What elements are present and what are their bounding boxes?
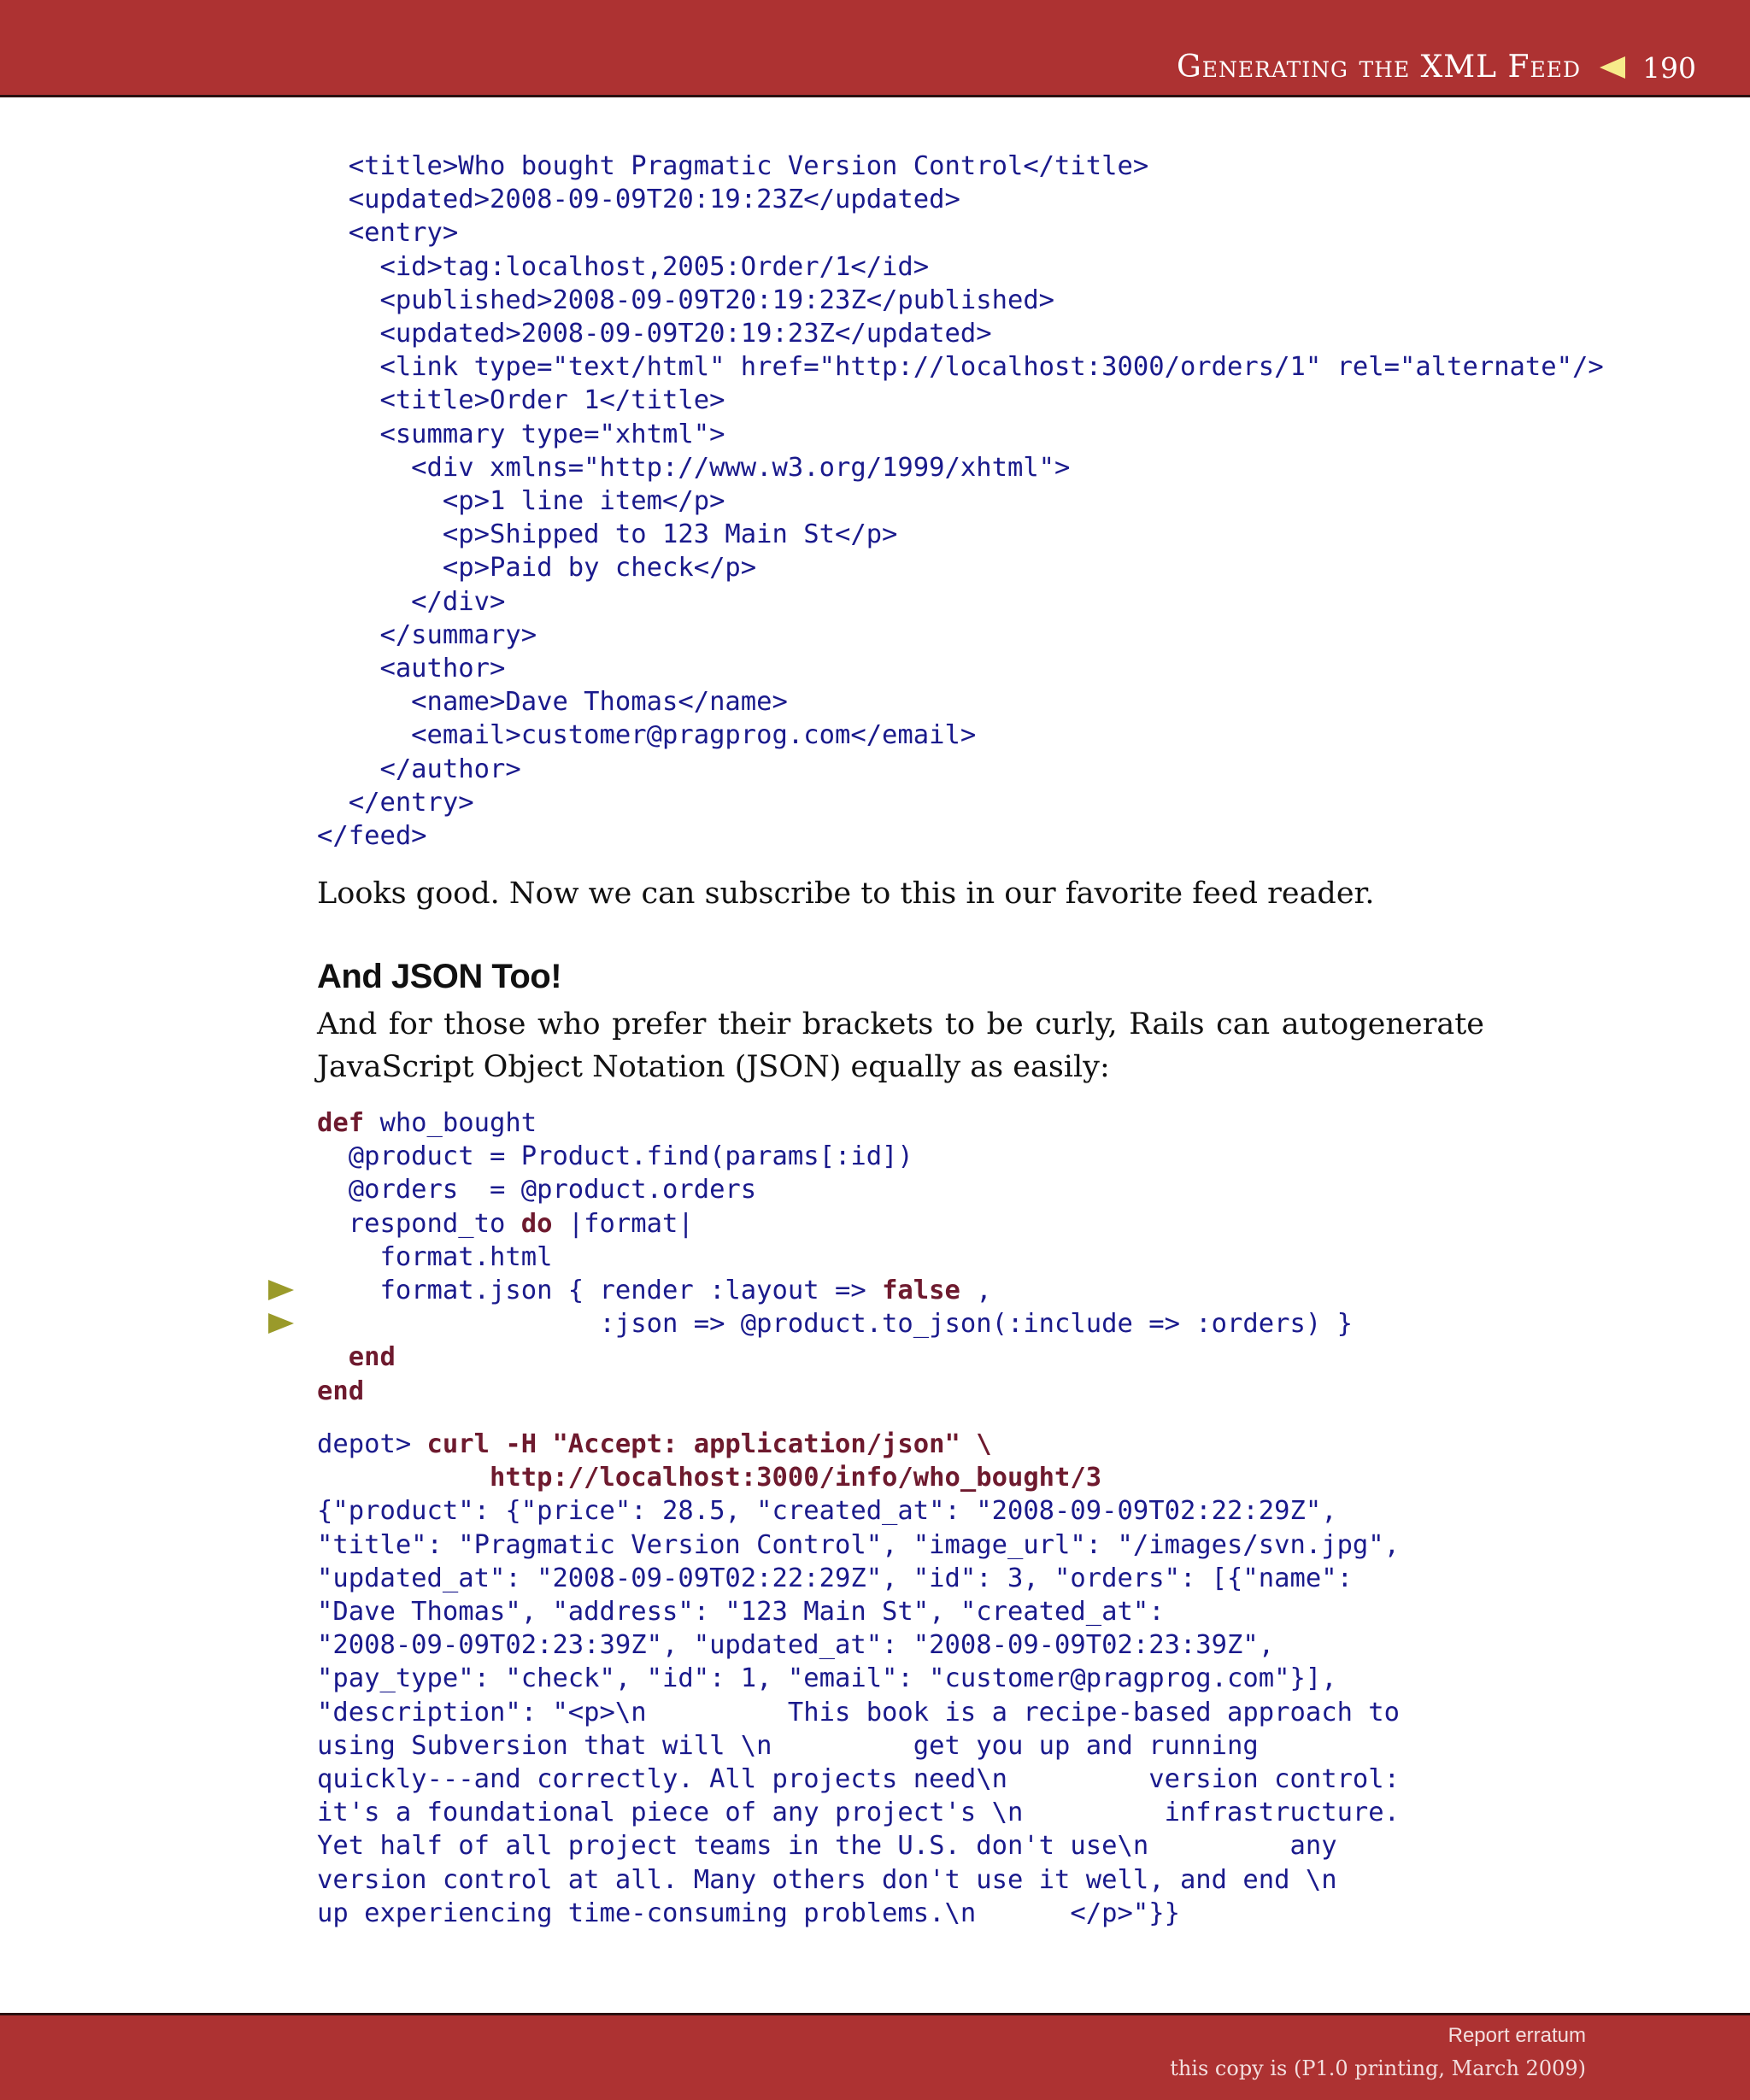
running-title: Generating the XML Feed <box>1176 50 1581 85</box>
shell-command: curl -H "Accept: application/json" \ <box>426 1429 992 1459</box>
keyword: def <box>317 1108 365 1138</box>
json-output: {"product": {"price": 28.5, "created_at": "2008-09-09T02:22:29Z", "title": "Pragmatic Version Control", "image_url": "/images/svn.jpg", "updated_at": "2008-09-09T02:22:29Z", "id": 3, "orders": [{"name": "Dave Thomas", "address": "123 Main St", "created_at": "2008-09-09T02:23:39Z", "updated_at": "2008-09-09T02:23:39Z", "pay_type": "check", "id": 1, "email": "customer@pragprog.com"}], "description": "<p>\n This book is a recipe-based approach to using Subversion that will \n get you up and running quickly---and correctly. All projects need\n version control: it's a foundational piece of any project's \n infrastructure. Yet half of all project teams in the U.S. don't use\n any version control at all. Many others don't use it well, and end \n up experiencing time-consuming problems.\n </p>"}} <box>317 1496 1401 1928</box>
code-text: @orders = @product.orders <box>317 1175 757 1205</box>
shell-command-url: http://localhost:3000/info/who_bought/3 <box>317 1463 1102 1493</box>
page-number: 190 <box>1642 51 1696 85</box>
shell-session <box>317 1428 1400 1930</box>
keyword: false <box>882 1276 960 1306</box>
code-text: , <box>960 1276 992 1306</box>
report-erratum-link[interactable]: Report erratum <box>1448 2024 1586 2047</box>
code-text: |format| <box>552 1208 694 1239</box>
paragraph-feed-reader: Looks good. Now we can subscribe to this in our favorite feed reader. <box>317 877 1375 911</box>
keyword: end <box>348 1342 396 1373</box>
code-text: who_bought <box>364 1108 537 1138</box>
printing-info: this copy is (P1.0 printing, March 2009) <box>1170 2056 1586 2080</box>
page-header <box>0 0 1750 97</box>
changed-line-marker-icon <box>268 1280 294 1300</box>
changed-line-marker-icon <box>268 1313 294 1334</box>
xml-code-listing: <title>Who bought Pragmatic Version Control</title> <updated>2008-09-09T20:19:23Z</updated> <entry> <id>tag:localhost,2005:Order/1</id> <published>2008-09-09T20:19:23Z</published> <updated>2008-09-09T20:19:23Z</updated> <link type="text/html" href="http://localhost:3000/orders/1" rel="alternate"/> <title>Order 1</title> <summary type="xhtml"> <div xmlns="http://www.w3.org/1999/xhtml"> <p>1 line item</p> <p>Shipped to 123 Main St</p> <p>Paid by check</p> </div> </summary> <author> <name>Dave Thomas</name> <email>customer@pragprog.com</email> </author> </entry> </feed> <box>317 151 1604 852</box>
code-text: respond_to <box>317 1208 521 1239</box>
section-title: And JSON Too! <box>317 958 562 995</box>
keyword: end <box>317 1376 365 1406</box>
page-footer <box>0 2013 1750 2100</box>
ruby-code-listing <box>317 1106 1353 1408</box>
code-text: @product = Product.find(params[:id]) <box>317 1141 913 1172</box>
code-text: format.json { render :layout => <box>317 1276 883 1306</box>
keyword: do <box>520 1208 553 1239</box>
paragraph-json-intro: And for those who prefer their brackets to be curly, Rails can autogenerate JavaScript Object Notation (JSON) equally as easily: <box>317 1007 1484 1084</box>
shell-prompt: depot> <box>317 1429 427 1459</box>
back-arrow-icon[interactable] <box>1600 56 1625 79</box>
code-text: format.html <box>317 1241 553 1272</box>
code-text: :json => @product.to_json(:include => :orders) } <box>317 1309 1353 1340</box>
